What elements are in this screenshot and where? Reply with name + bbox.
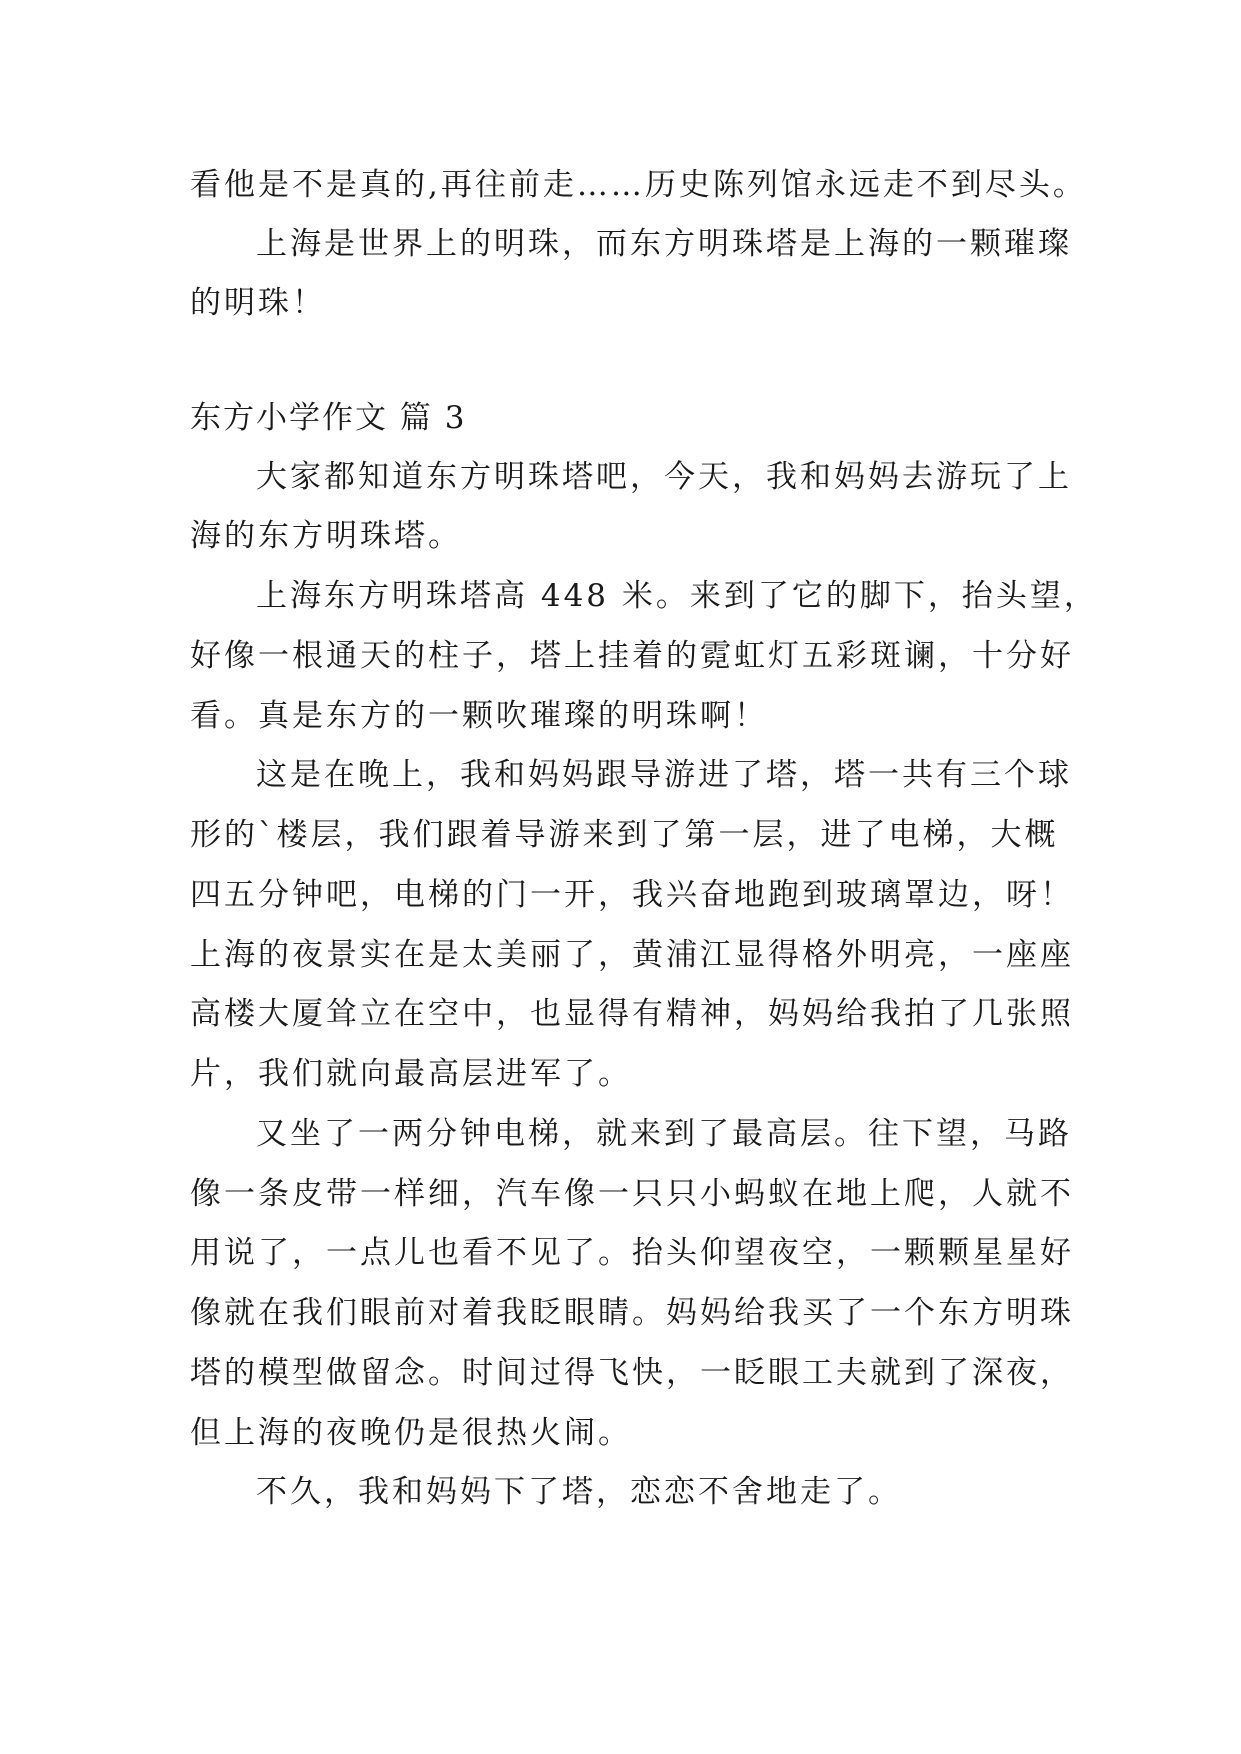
text-line: 上海是世界上的明珠，而东方明珠塔是上海的一颗璀璨 [256, 226, 1072, 262]
text-line: 上海的夜景实在是太美丽了，黄浦江显得格外明亮，一座座 [190, 937, 1074, 973]
text-line: 片，我们就向最高层进军了。 [190, 1056, 632, 1092]
text-line: 看他是不是真的,再往前走……历史陈列馆永远走不到尽头。 [190, 167, 1087, 203]
text-line: 不久，我和妈妈下了塔，恋恋不舍地走了。 [256, 1474, 902, 1510]
text-line: 这是在晚上，我和妈妈跟导游进了塔，塔一共有三个球 [256, 757, 1072, 793]
text-line: 又坐了一两分钟电梯，就来到了最高层。往下望，马路 [256, 1116, 1072, 1152]
section-title: 东方小学作文 篇 3 [190, 400, 467, 436]
text-line: 像一条皮带一样细，汽车像一只只小蚂蚁在地上爬，人就不 [190, 1176, 1074, 1212]
text-line: 看。真是东方的一颗吹璀璨的明珠啊！ [190, 698, 768, 734]
text-line: 四五分钟吧，电梯的门一开，我兴奋地跑到玻璃罩边，呀！ [190, 877, 1074, 913]
text-line: 塔的模型做留念。时间过得飞快，一眨眼工夫就到了深夜， [190, 1355, 1074, 1391]
text-line: 大家都知道东方明珠塔吧，今天，我和妈妈去游玩了上 [256, 459, 1072, 495]
text-line: 的明珠！ [190, 285, 326, 321]
text-line: 上海东方明珠塔高 448 米。来到了它的脚下，抬头望， [256, 578, 1098, 614]
text-line: 像就在我们眼前对着我眨眼睛。妈妈给我买了一个东方明珠 [190, 1295, 1074, 1331]
text-line: 好像一根通天的柱子，塔上挂着的霓虹灯五彩斑谰，十分好 [190, 638, 1074, 674]
text-line: 高楼大厦耸立在空中，也显得有精神，妈妈给我拍了几张照 [190, 996, 1074, 1032]
text-line: 但上海的夜晚仍是很热火闹。 [190, 1415, 632, 1451]
text-line: 用说了，一点儿也看不见了。抬头仰望夜空，一颗颗星星好 [190, 1235, 1074, 1271]
text-line: 形的`楼层，我们跟着导游来到了第一层，进了电梯，大概 [190, 817, 1059, 853]
text-line: 海的东方明珠塔。 [190, 518, 462, 554]
